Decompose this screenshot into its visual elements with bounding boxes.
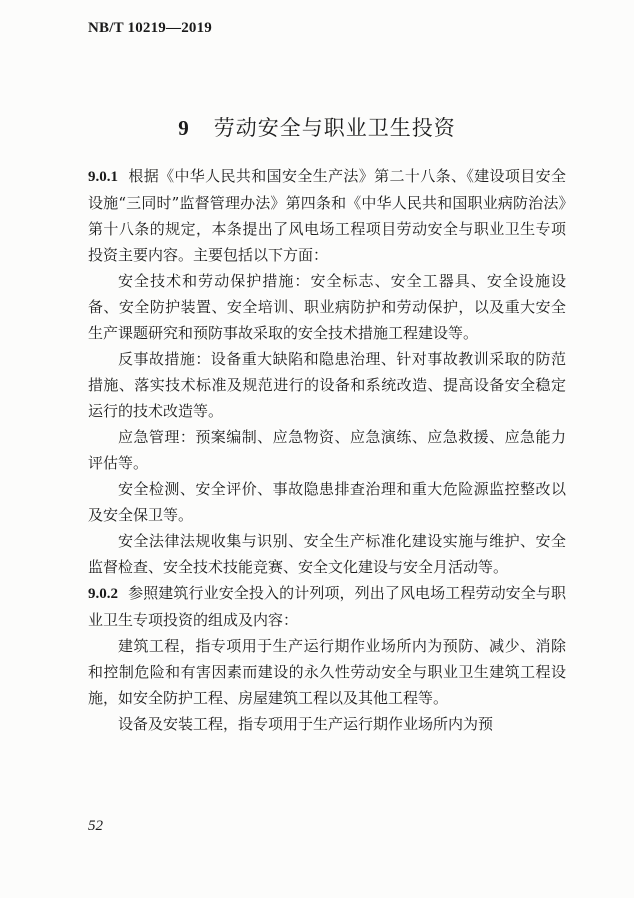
standard-code-header: NB/T 10219—2019	[88, 20, 212, 36]
paragraph-text: 设备及安装工程，指专项用于生产运行期作业场所内为预	[118, 715, 494, 733]
paragraph-emergency	[88, 424, 566, 476]
clause-number: 9.0.1	[88, 169, 118, 185]
paragraph-construction	[88, 633, 566, 711]
paragraph-text: 应急管理：预案编制、应急物资、应急演练、应急救援、应急能力评估等。	[88, 428, 566, 472]
paragraph-equipment	[88, 711, 566, 737]
paragraph-text: 安全法律法规收集与识别、安全生产标准化建设实施与维护、安全监督检查、安全技术技能竞赛、安全文化建设与安全月活动等。	[88, 532, 566, 576]
paragraph-clause-9-0-1	[88, 163, 566, 268]
chapter-heading	[0, 112, 634, 142]
paragraph-text: 建筑工程，指专项用于生产运行期作业场所内为预防、减少、消除和控制危险和有害因素而建设的永久性劳动安全与职业卫生建筑工程设施，如安全防护工程、房屋建筑工程以及其他工程等。	[88, 637, 566, 707]
paragraph-inspection	[88, 476, 566, 528]
chapter-title: 劳动安全与职业卫生投资	[213, 116, 456, 140]
paragraph-text: 根据《中华人民共和国安全生产法》第二十八条、《建设项目安全设施“三同时”监督管理办法》第四条和《中华人民共和国职业病防治法》第十八条的规定，本条提出了风电场工程项目劳动安全与职业卫生专项投资主要内容。主要包括以下方面：	[88, 167, 566, 264]
paragraph-text: 反事故措施：设备重大缺陷和隐患治理、针对事故教训采取的防范措施、落实技术标准及规范进行的设备和系统改造、提高设备安全稳定运行的技术改造等。	[88, 350, 566, 420]
paragraph-text: 安全技术和劳动保护措施：安全标志、安全工器具、安全设施设备、安全防护装置、安全培训、职业病防护和劳动保护，以及重大安全生产课题研究和预防事故采取的安全技术措施工程建设等。	[88, 272, 566, 342]
paragraph-text: 参照建筑行业安全投入的计列项，列出了风电场工程劳动安全与职业卫生专项投资的组成及内容：	[88, 584, 566, 629]
clause-number: 9.0.2	[88, 586, 118, 602]
paragraph-text: 安全检测、安全评价、事故隐患排查治理和重大危险源监控整改以及安全保卫等。	[88, 480, 566, 524]
page-number: 52	[88, 818, 103, 834]
body-text	[88, 163, 566, 737]
paragraph-anti-accident	[88, 346, 566, 424]
paragraph-safety-measures	[88, 268, 566, 346]
paragraph-clause-9-0-2	[88, 580, 566, 633]
chapter-number: 9	[178, 116, 190, 140]
paragraph-regulations	[88, 528, 566, 580]
